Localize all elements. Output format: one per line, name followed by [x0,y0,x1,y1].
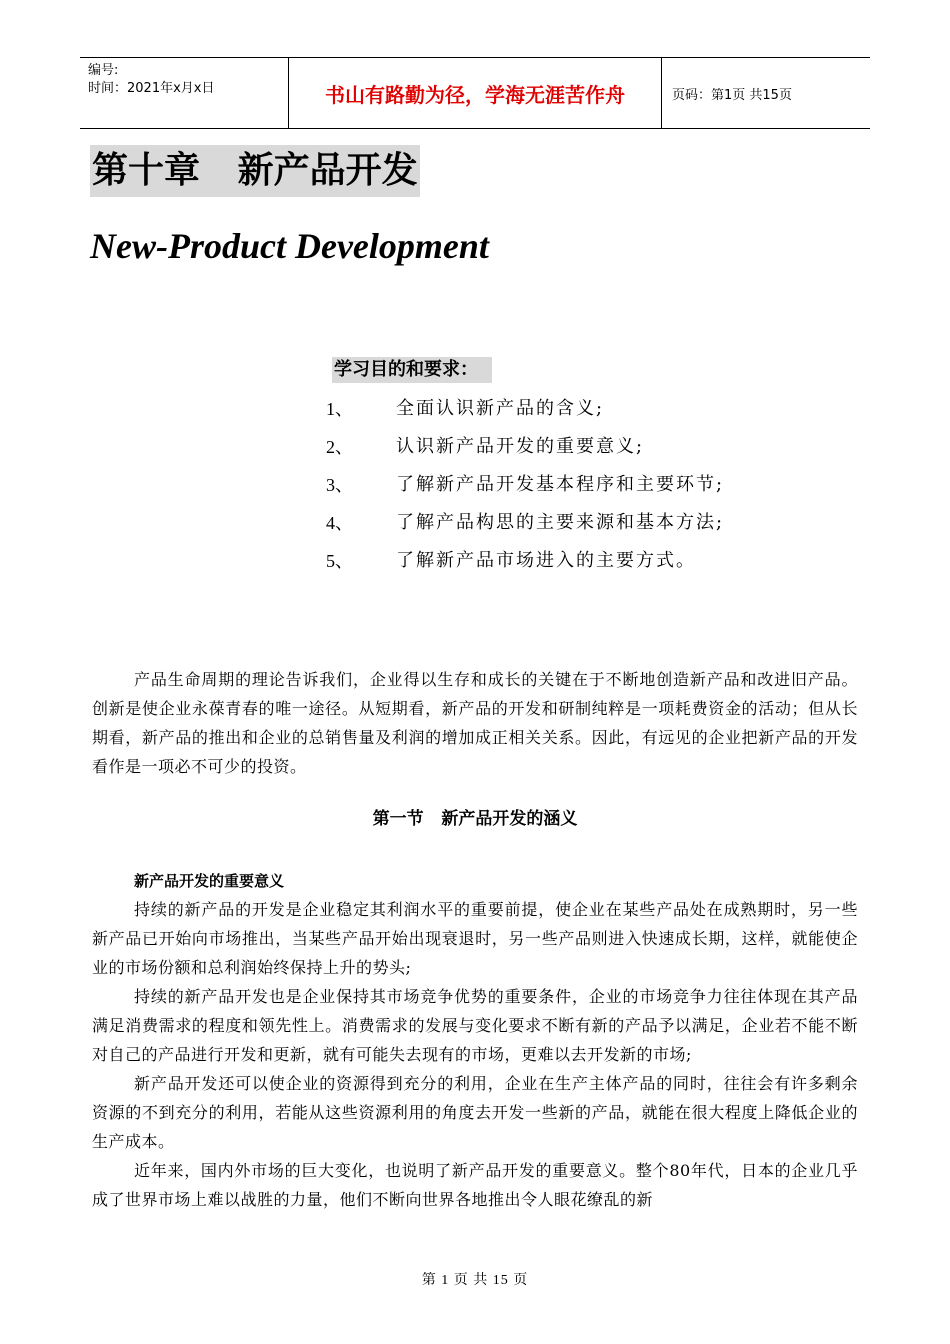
objective-number: 5、 [326,551,353,571]
header-page-cell [662,58,870,128]
objective-text: 了解新产品市场进入的主要方式。 [396,550,696,571]
intro-section [92,665,858,781]
english-title: New-Product Development [90,226,489,266]
objective-text: 了解产品构思的主要来源和基本方法; [396,512,725,533]
objective-text: 全面认识新产品的含义; [396,398,605,419]
objective-text: 了解新产品开发基本程序和主要环节; [396,474,725,495]
header-motto: 书山有路勤为径，学海无涯苦作舟 [325,82,625,107]
objective-item [326,471,724,509]
body-paragraph: 新产品开发还可以使企业的资源得到充分的利用，企业在生产主体产品的同时，往往会有许多剩余资源的不到充分的利用，若能从这些资源利用的角度去开发一些新的产品，就能在很大程度上降低企业的生产成本。 [92,1074,858,1151]
document-number-label: 编号: [88,63,119,78]
chapter-title: 第十章 新产品开发 [90,145,420,197]
objective-text: 认识新产品开发的重要意义; [396,436,645,457]
objective-number: 2、 [326,437,353,457]
objective-item [326,395,724,433]
header-motto-cell [288,58,662,128]
section-subheading: 新产品开发的重要意义 [134,872,285,890]
objective-number: 4、 [326,513,353,533]
objectives-list [326,395,724,585]
header-meta [80,58,288,128]
objective-item [326,547,724,585]
body-paragraph: 持续的新产品的开发是企业稳定其利润水平的重要前提，使企业在某些产品处在成熟期时，另一些新产品已开始向市场推出，当某些产品开始出现衰退时，另一些产品则进入快速成长期，这样，就能使企业的市场份额和总利润始终保持上升的势头; [92,900,858,977]
document-date: 时间：2021年x月x日 [88,81,215,96]
objectives-heading: 学习目的和要求： [332,357,492,383]
page-footer: 第 1 页 共 15 页 [421,1273,529,1288]
objective-item [326,509,724,547]
body-paragraph: 近年来，国内外市场的巨大变化，也说明了新产品开发的重要意义。整个80年代，日本的企业几乎成了世界市场上难以战胜的力量，他们不断向世界各地推出令人眼花缭乱的新 [92,1161,858,1209]
objective-item [326,433,724,471]
header-page-number: 页码：第1页 共15页 [672,87,792,103]
objective-number: 1、 [326,399,353,419]
section-body [92,895,858,1214]
objective-number: 3、 [326,475,353,495]
intro-paragraph: 产品生命周期的理论告诉我们，企业得以生存和成长的关键在于不断地创造新产品和改进旧产品。创新是使企业永葆青春的唯一途径。从短期看，新产品的开发和研制纯粹是一项耗费资金的活动；但从长期看，新产品的推出和企业的总销售量及利润的增加成正相关关系。因此，有远见的企业把新产品的开发看作是一项必不可少的投资。 [92,670,858,776]
body-paragraph: 持续的新产品开发也是企业保持其市场竞争优势的重要条件，企业的市场竞争力往往体现在其产品满足消费需求的程度和领先性上。消费需求的发展与变化要求不断有新的产品予以满足，企业若不能不断对自己的产品进行开发和更新，就有可能失去现有的市场，更难以去开发新的市场; [92,987,858,1064]
section-title: 第一节 新产品开发的涵义 [372,809,578,829]
document-header [80,57,870,129]
